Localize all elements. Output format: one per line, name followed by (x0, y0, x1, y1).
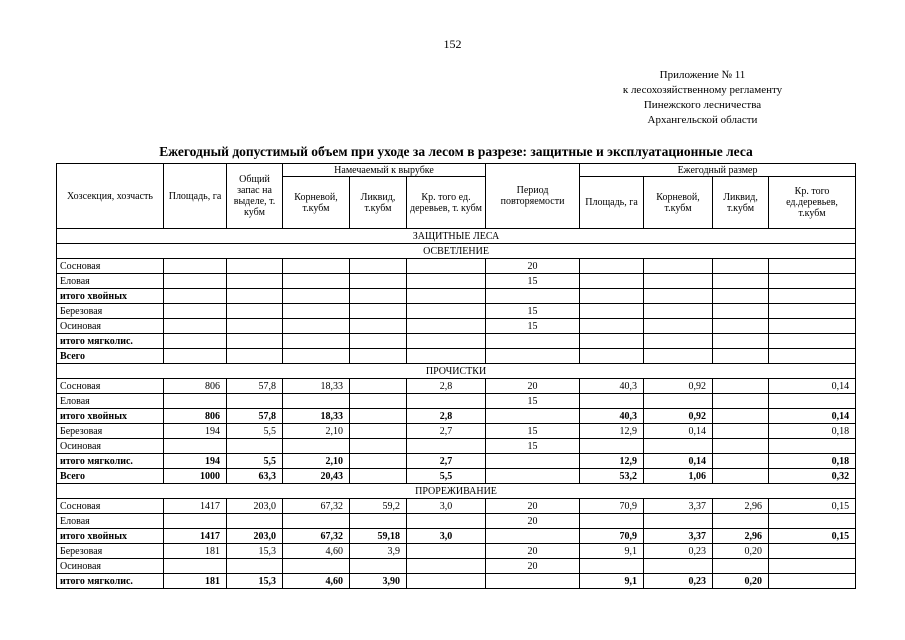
table-cell (283, 394, 350, 409)
row-label: Сосновая (57, 259, 164, 274)
table-cell (713, 514, 769, 529)
table-cell (350, 454, 407, 469)
table-cell (283, 514, 350, 529)
table-row (57, 529, 856, 544)
table-cell: 0,14 (644, 424, 713, 439)
table-cell: 0,14 (644, 454, 713, 469)
header-planned-group: Намечаемый к вырубке (283, 164, 486, 177)
table-cell (486, 289, 580, 304)
table-cell: 53,2 (580, 469, 644, 484)
table-cell (769, 334, 856, 349)
table-cell (407, 259, 486, 274)
table-cell: 40,3 (580, 379, 644, 394)
table-cell (644, 439, 713, 454)
table-cell: 67,32 (283, 529, 350, 544)
table-cell (407, 334, 486, 349)
table-cell: 15 (486, 424, 580, 439)
table-cell (486, 454, 580, 469)
table-cell (713, 454, 769, 469)
row-label: Еловая (57, 394, 164, 409)
appendix-line: Архангельской области (647, 114, 758, 126)
table-cell (283, 274, 350, 289)
table-cell (644, 334, 713, 349)
table-cell (227, 559, 283, 574)
table-cell: 15 (486, 274, 580, 289)
table-row (57, 514, 856, 529)
table-cell: 1000 (164, 469, 227, 484)
page-number: 152 (443, 37, 462, 51)
table-cell (769, 439, 856, 454)
section-row (57, 244, 856, 259)
table-cell: 2,8 (407, 379, 486, 394)
table-cell (407, 574, 486, 589)
table-row (57, 499, 856, 514)
table-cell (769, 514, 856, 529)
table-cell: 59,18 (350, 529, 407, 544)
table-cell: 2,10 (283, 424, 350, 439)
table-cell (644, 259, 713, 274)
row-label: итого мягколис. (57, 574, 164, 589)
table-cell (580, 304, 644, 319)
table-cell (283, 304, 350, 319)
table-cell (283, 334, 350, 349)
section-row (57, 484, 856, 499)
table-cell: 181 (164, 574, 227, 589)
row-label: итого хвойных (57, 409, 164, 424)
row-label: итого хвойных (57, 529, 164, 544)
table-cell (164, 319, 227, 334)
table-cell (580, 394, 644, 409)
table-row (57, 274, 856, 289)
section-row (57, 364, 856, 379)
header-annual-root: Корневой, т.кубм (644, 177, 713, 229)
table-cell (227, 259, 283, 274)
table-row (57, 409, 856, 424)
table-cell (164, 439, 227, 454)
table-cell (713, 409, 769, 424)
table-cell: 203,0 (227, 529, 283, 544)
table-cell (407, 514, 486, 529)
table-cell (350, 514, 407, 529)
table-cell: 194 (164, 454, 227, 469)
forest-care-volume-table (56, 163, 856, 589)
table-cell (407, 439, 486, 454)
table-row (57, 469, 856, 484)
table-cell (164, 259, 227, 274)
table-cell (713, 394, 769, 409)
table-cell (580, 439, 644, 454)
table-cell: 20 (486, 559, 580, 574)
table-cell: 70,9 (580, 499, 644, 514)
table-cell (644, 274, 713, 289)
header-area: Площадь, га (164, 164, 227, 229)
table-cell (713, 439, 769, 454)
table-cell (769, 349, 856, 364)
table-cell: 70,9 (580, 529, 644, 544)
table-cell (713, 379, 769, 394)
table-cell: 20 (486, 259, 580, 274)
table-cell (769, 289, 856, 304)
row-label: Березовая (57, 424, 164, 439)
table-cell (713, 319, 769, 334)
table-cell: 0,92 (644, 409, 713, 424)
section-label: ПРОЧИСТКИ (57, 364, 856, 379)
table-cell (713, 349, 769, 364)
table-cell: 3,0 (407, 529, 486, 544)
table-cell (350, 334, 407, 349)
table-cell (227, 349, 283, 364)
table-cell (350, 379, 407, 394)
table-cell (164, 349, 227, 364)
table-cell: 806 (164, 379, 227, 394)
table-cell (350, 439, 407, 454)
table-cell (350, 319, 407, 334)
table-cell: 0,23 (644, 574, 713, 589)
table-row (57, 289, 856, 304)
table-cell (227, 289, 283, 304)
table-row (57, 454, 856, 469)
table-cell: 203,0 (227, 499, 283, 514)
appendix-line: Приложение № 11 (659, 69, 746, 81)
table-cell (164, 334, 227, 349)
table-cell: 15 (486, 394, 580, 409)
table-cell: 2,10 (283, 454, 350, 469)
header-stock: Общий запас на выделе, т. кубм (227, 164, 283, 229)
header-planned-liquid: Ликвид, т.кубм (350, 177, 407, 229)
table-cell (407, 394, 486, 409)
table-cell (350, 349, 407, 364)
table-cell (644, 289, 713, 304)
table-cell: 0,92 (644, 379, 713, 394)
table-cell: 4,60 (283, 574, 350, 589)
table-cell: 3,9 (350, 544, 407, 559)
table-cell: 0,20 (713, 574, 769, 589)
table-cell (350, 424, 407, 439)
table-body (57, 229, 856, 589)
table-cell (164, 559, 227, 574)
table-cell (713, 289, 769, 304)
table-cell (227, 304, 283, 319)
row-label: Всего (57, 469, 164, 484)
table-cell (283, 259, 350, 274)
table-cell: 20 (486, 499, 580, 514)
header-period: Период повторяемости (486, 164, 580, 229)
row-label: Осиновая (57, 439, 164, 454)
row-label: Осиновая (57, 319, 164, 334)
section-row (57, 229, 856, 244)
table-cell (580, 334, 644, 349)
table-cell (580, 274, 644, 289)
table-cell (350, 289, 407, 304)
table-cell (283, 319, 350, 334)
table-cell: 1417 (164, 529, 227, 544)
table-cell (350, 409, 407, 424)
table-cell (580, 514, 644, 529)
table-cell: 0,23 (644, 544, 713, 559)
table-cell (486, 469, 580, 484)
table-row (57, 304, 856, 319)
table-cell: 67,32 (283, 499, 350, 514)
table-cell: 2,96 (713, 499, 769, 514)
table-cell (407, 304, 486, 319)
table-row (57, 349, 856, 364)
table-cell (350, 259, 407, 274)
table-cell (713, 274, 769, 289)
table-cell: 2,96 (713, 529, 769, 544)
table-cell (713, 469, 769, 484)
table-cell (486, 574, 580, 589)
table-cell (769, 574, 856, 589)
table-cell (407, 544, 486, 559)
table-cell (164, 304, 227, 319)
table-cell: 57,8 (227, 409, 283, 424)
table-cell (407, 349, 486, 364)
table-cell (227, 274, 283, 289)
table-cell (713, 304, 769, 319)
table-cell: 3,90 (350, 574, 407, 589)
table-cell (580, 289, 644, 304)
section-label: ПРОРЕЖИВАНИЕ (57, 484, 856, 499)
header-annual-area: Площадь, га (580, 177, 644, 229)
table-cell: 20 (486, 544, 580, 559)
table-row (57, 394, 856, 409)
table-cell (283, 349, 350, 364)
table-cell (713, 424, 769, 439)
table-cell: 12,9 (580, 454, 644, 469)
table-cell (486, 529, 580, 544)
table-cell: 63,3 (227, 469, 283, 484)
table-cell (769, 544, 856, 559)
table-row (57, 574, 856, 589)
appendix-note (560, 68, 845, 128)
table-cell (164, 289, 227, 304)
table-cell (350, 469, 407, 484)
header-annual-liquid: Ликвид, т.кубм (713, 177, 769, 229)
row-label: Всего (57, 349, 164, 364)
table-cell: 0,15 (769, 499, 856, 514)
table-cell: 18,33 (283, 409, 350, 424)
table-cell (486, 409, 580, 424)
table-cell (580, 559, 644, 574)
table-cell: 0,14 (769, 379, 856, 394)
row-label: итого мягколис. (57, 334, 164, 349)
table-cell: 0,18 (769, 424, 856, 439)
table-cell (769, 304, 856, 319)
table-cell: 2,8 (407, 409, 486, 424)
table-cell: 0,20 (713, 544, 769, 559)
table-cell (769, 319, 856, 334)
table-cell (227, 334, 283, 349)
table-cell (227, 394, 283, 409)
table-cell (350, 274, 407, 289)
table-cell: 1417 (164, 499, 227, 514)
table-row (57, 259, 856, 274)
table-cell (769, 559, 856, 574)
table-cell (164, 274, 227, 289)
table-cell (713, 559, 769, 574)
table-cell: 4,60 (283, 544, 350, 559)
row-label: Березовая (57, 544, 164, 559)
table-cell (644, 304, 713, 319)
table-cell (580, 349, 644, 364)
table-cell (644, 394, 713, 409)
table-cell: 59,2 (350, 499, 407, 514)
table-cell (644, 559, 713, 574)
table-cell (407, 289, 486, 304)
table-cell: 5,5 (227, 454, 283, 469)
row-label: Сосновая (57, 379, 164, 394)
appendix-line: Пинежского лесничества (643, 99, 762, 111)
section-label: ОСВЕТЛЕНИЕ (57, 244, 856, 259)
table-cell: 15 (486, 319, 580, 334)
table-cell (350, 304, 407, 319)
table-cell: 0,15 (769, 529, 856, 544)
appendix-line: к лесохозяйственному регламенту (622, 84, 783, 96)
header-planned-root: Корневой, т.кубм (283, 177, 350, 229)
table-cell: 3,0 (407, 499, 486, 514)
row-label: Сосновая (57, 499, 164, 514)
table-cell: 15,3 (227, 574, 283, 589)
header-planned-incl: Кр. того ед. деревьев, т. кубм (407, 177, 486, 229)
table-row (57, 439, 856, 454)
table-cell (580, 259, 644, 274)
header-annual-group: Ежегодный размер (580, 164, 856, 177)
table-cell (407, 559, 486, 574)
table-cell (486, 349, 580, 364)
table-cell (164, 514, 227, 529)
table-cell: 2,7 (407, 424, 486, 439)
table-cell (283, 439, 350, 454)
table-row (57, 544, 856, 559)
table-row (57, 559, 856, 574)
table-cell (227, 514, 283, 529)
table-cell: 15 (486, 439, 580, 454)
table-row (57, 319, 856, 334)
table-cell (769, 274, 856, 289)
table-cell (769, 259, 856, 274)
table-cell (407, 319, 486, 334)
table-cell (164, 394, 227, 409)
table-cell: 40,3 (580, 409, 644, 424)
table-cell (713, 259, 769, 274)
table-cell: 57,8 (227, 379, 283, 394)
table-cell: 3,37 (644, 529, 713, 544)
table-cell: 1,06 (644, 469, 713, 484)
table-cell: 0,18 (769, 454, 856, 469)
table-cell: 20 (486, 514, 580, 529)
table-cell (283, 559, 350, 574)
table-cell (644, 349, 713, 364)
table-cell (350, 394, 407, 409)
table-cell: 9,1 (580, 544, 644, 559)
table-row (57, 379, 856, 394)
row-label: итого хвойных (57, 289, 164, 304)
table-cell: 18,33 (283, 379, 350, 394)
table-cell: 15 (486, 304, 580, 319)
table-cell (769, 394, 856, 409)
table-cell (580, 319, 644, 334)
table-cell (350, 559, 407, 574)
table-cell (283, 289, 350, 304)
table-cell: 181 (164, 544, 227, 559)
table-cell: 806 (164, 409, 227, 424)
table-cell (713, 334, 769, 349)
table-row (57, 424, 856, 439)
row-label: Осиновая (57, 559, 164, 574)
table-cell (227, 439, 283, 454)
table-cell: 15,3 (227, 544, 283, 559)
table-row (57, 334, 856, 349)
header-annual-incl: Кр. того ед.деревьев, т.кубм (769, 177, 856, 229)
table-cell: 20 (486, 379, 580, 394)
table-cell: 3,37 (644, 499, 713, 514)
table-cell: 194 (164, 424, 227, 439)
row-label: Еловая (57, 274, 164, 289)
table-cell (644, 319, 713, 334)
table-cell (644, 514, 713, 529)
table-title: Ежегодный допустимый объем при уходе за лесом в разрезе: защитные и эксплуатационные леса (159, 144, 753, 159)
row-label: Еловая (57, 514, 164, 529)
table-cell: 2,7 (407, 454, 486, 469)
table-cell: 0,14 (769, 409, 856, 424)
section-label: ЗАЩИТНЫЕ ЛЕСА (57, 229, 856, 244)
table-cell: 5,5 (227, 424, 283, 439)
table-cell: 0,32 (769, 469, 856, 484)
table-cell: 12,9 (580, 424, 644, 439)
row-label: Березовая (57, 304, 164, 319)
table-cell (407, 274, 486, 289)
row-label: итого мягколис. (57, 454, 164, 469)
table-cell: 20,43 (283, 469, 350, 484)
table-cell: 5,5 (407, 469, 486, 484)
table-cell: 9,1 (580, 574, 644, 589)
table-cell (227, 319, 283, 334)
table-cell (486, 334, 580, 349)
header-hozsection: Хозсекция, хозчасть (57, 164, 164, 229)
